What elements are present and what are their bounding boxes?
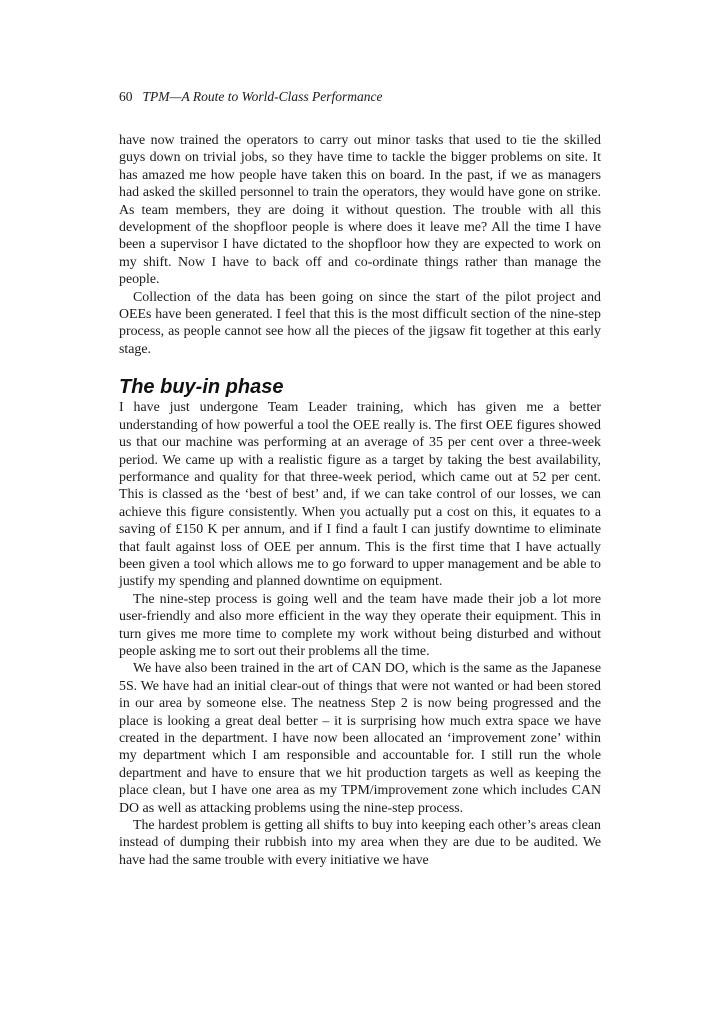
book-title: TPM—A Route to World-Class Performance <box>142 89 383 104</box>
body-paragraph-6: The hardest problem is getting all shifts to buy into keeping each other’s areas clean instead of dumping their rubbish into my area when they are due to be audited. We have had the same trouble with every initiative we have <box>119 818 601 868</box>
book-page <box>119 88 601 869</box>
page-number: 60 <box>119 89 133 104</box>
body-paragraph-4: The nine-step process is going well and the team have made their job a lot more user-friendly and also more efficient in the way they operate their equipment. This in turn gives me more time to complete my work without being disturbed and without people asking me to sort out their problems all the time. <box>119 591 601 659</box>
body-paragraph-2: Collection of the data has been going on since the start of the pilot project and OEEs have been generated. I feel that this is the most difficult section of the nine-step process, as people cannot see how all the pieces of the jigsaw fit together at this early stage. <box>119 289 601 357</box>
running-header <box>119 88 601 106</box>
body-paragraph-5: We have also been trained in the art of CAN DO, which is the same as the Japanese 5S. We have had an initial clear-out of things that were not wanted or had been stored in our area by someone else. The neatness Step 2 is now being progressed and the place is looking a great deal better – it is surprising how much extra space we have created in the department. I have now been allocated an ‘improvement zone’ within my department which I am responsible and accountable for. I still run the whole department and have to ensure that we hit production targets as well as keeping the place clean, but I have one area as my TPM/improvement zone which includes CAN DO as well as attacking problems using the nine-step process. <box>119 661 601 816</box>
body-paragraph-1: have now trained the operators to carry out minor tasks that used to tie the skilled guys down on trivial jobs, so they have time to tackle the bigger problems on site. It has amazed me how people have taken this on board. In the past, if we as managers had asked the skilled personnel to train the operators, they would have gone on strike. As team members, they are doing it without question. The trouble with all this development of the shopfloor people is where does it leave me? All the time I have been a supervisor I have dictated to the shopfloor how they are expected to work on my shift. Now I have to back off and co-ordinate things rather than manage the people. <box>119 133 601 288</box>
section-heading: The buy-in phase <box>119 376 284 399</box>
body-paragraph-3: I have just undergone Team Leader training, which has given me a better understanding of how powerful a tool the OEE really is. The first OEE figures showed us that our machine was performing at an average of 35 per cent over a three-week period. We came up with a realistic figure as a target by taking the best availability, performance and quality for that three-week period, which came out at 52 per cent. This is classed as the ‘best of best’ and, if we can take control of our losses, we can achieve this figure consistently. When you actually put a cost on this, it equates to a saving of £150 K per annum, and if I find a fault I can justify downtime to eliminate that fault against loss of OEE per annum. This is the first time that I have actually been given a tool which allows me to go forward to upper management and be able to justify my spending and planned downtime on equipment. <box>119 400 601 590</box>
